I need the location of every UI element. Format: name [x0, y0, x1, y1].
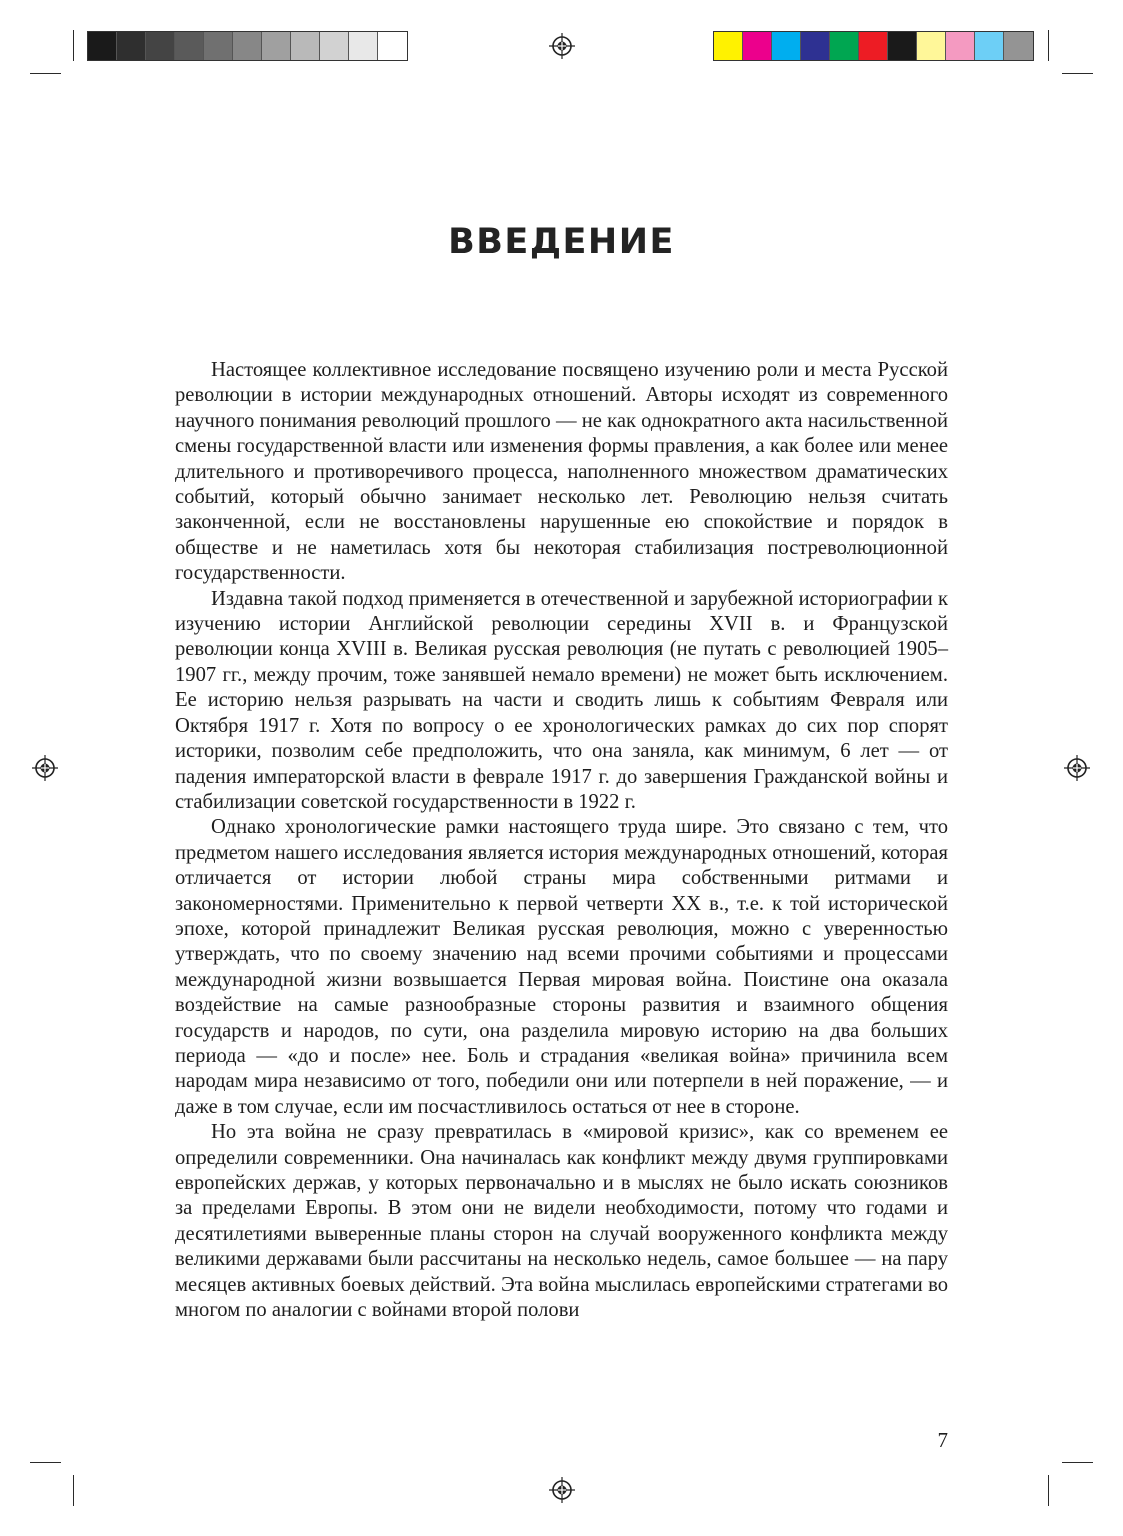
registration-mark-top [549, 33, 575, 59]
gray-swatch [146, 32, 175, 60]
gray-swatch [117, 32, 146, 60]
gray-swatch [175, 32, 204, 60]
gray-swatch [349, 32, 378, 60]
color-swatch [859, 32, 888, 60]
color-swatch [917, 32, 946, 60]
gray-swatch [204, 32, 233, 60]
crop-mark-bottom-right-vertical [1048, 1475, 1049, 1506]
gray-swatch [320, 32, 349, 60]
crop-mark-top-left-vertical [73, 30, 74, 61]
paragraph: Но эта война не сразу превратилась в «мировой кризис», как со временем ее определили современники. Она начиналась как конфликт между двумя группировками европейских держав, у которых первоначально и в мыслях не было искать союзников за пределами Европы. В этом они не видели необходимости, потому что годами и десятилетиями выверенные планы сторон на случай вооруженного конфликта между великими державами были рассчитаны на несколько недель, самое большее — на пару месяцев активных боевых действий. Эта война мыслилась европейскими стратегами во многом по аналогии с войнами второй полови [175, 1121, 948, 1322]
color-swatch [772, 32, 801, 60]
grayscale-color-bar [87, 31, 408, 61]
gray-swatch [88, 32, 117, 60]
crop-mark-top-right-horizontal [1062, 73, 1093, 74]
color-swatch [1004, 32, 1033, 60]
color-swatch [830, 32, 859, 60]
color-swatch [801, 32, 830, 60]
color-swatch [946, 32, 975, 60]
paragraph: Настоящее коллективное исследование посвящено изучению роли и места Русской революции в истории международных отношений. Авторы исходят из современного научного понимания революций прошлого — не как однократного акта насильственной смены государственной власти или изменения формы правления, а как более или менее длительного и противоречивого процесса, наполненного множеством драматических событий, который обычно занимает несколько лет. Революцию нельзя считать законченной, если не восстановлены нарушенные ею спокойствие и порядок в обществе и не наметилась хотя бы некоторая стабилизация постреволюционной государственности. [175, 359, 948, 585]
gray-swatch [378, 32, 407, 60]
gray-swatch [262, 32, 291, 60]
crop-mark-top-right-vertical [1048, 30, 1049, 61]
gray-swatch [233, 32, 262, 60]
registration-mark-right [1064, 755, 1090, 781]
paragraph: Издавна такой подход применяется в отечественной и зарубежной историографии к изучению истории Английской революции середины XVII в. и Французской революции конца XVIII в. Великая русская революция (не путать с революцией 1905–1907 гг., между прочим, тоже занявшей немало времени) не может быть исключением. Ее историю нельзя разрывать на части и сводить лишь к событиям Февраля или Октября 1917 г. Хотя по вопросу о ее хронологических рамках до сих пор спорят историки, позволим себе предположить, что она заняла, как минимум, 6 лет — от падения императорской власти в феврале 1917 г. до завершения Гражданской войны и стабилизации советской государственности в 1922 г. [175, 587, 948, 813]
crop-mark-bottom-left-vertical [73, 1475, 74, 1506]
page-number: 7 [937, 1428, 948, 1452]
crop-mark-top-left-horizontal [30, 73, 61, 74]
registration-mark-left [32, 755, 58, 781]
color-swatch [714, 32, 743, 60]
crop-mark-bottom-right-horizontal [1062, 1462, 1093, 1463]
crop-mark-bottom-left-horizontal [30, 1462, 61, 1463]
paragraph: Однако хронологические рамки настоящего труда шире. Это связано с тем, что предметом нашего исследования является история международных отношений, которая отличается от истории любой страны мира собственными ритмами и закономерностями. Применительно к первой четверти XX в., т.е. к той исторической эпохе, которой принадлежит Великая русская революция, можно с уверенностью утверждать, что по своему значению над всеми прочими событиями и процессами международной жизни возвышается Первая мировая война. Поистине она оказала воздействие на самые разнообразные стороны развития и взаимного общения государств и народов, по сути, она разделила мировую историю на два больших периода — «до и после» нее. Боль и страдания «великая война» причинила всем народам мира независимо от того, победили они или потерпели в ней поражение, — и даже в том случае, если им посчастливилось остаться от нее в стороне. [175, 816, 948, 1118]
chapter-heading: ВВЕДЕНИЕ [448, 222, 675, 262]
registration-mark-bottom [549, 1477, 575, 1503]
gray-swatch [291, 32, 320, 60]
color-swatch [888, 32, 917, 60]
color-swatch [743, 32, 772, 60]
body-text [175, 358, 948, 1323]
color-swatch [975, 32, 1004, 60]
cmyk-color-bar [713, 31, 1034, 61]
